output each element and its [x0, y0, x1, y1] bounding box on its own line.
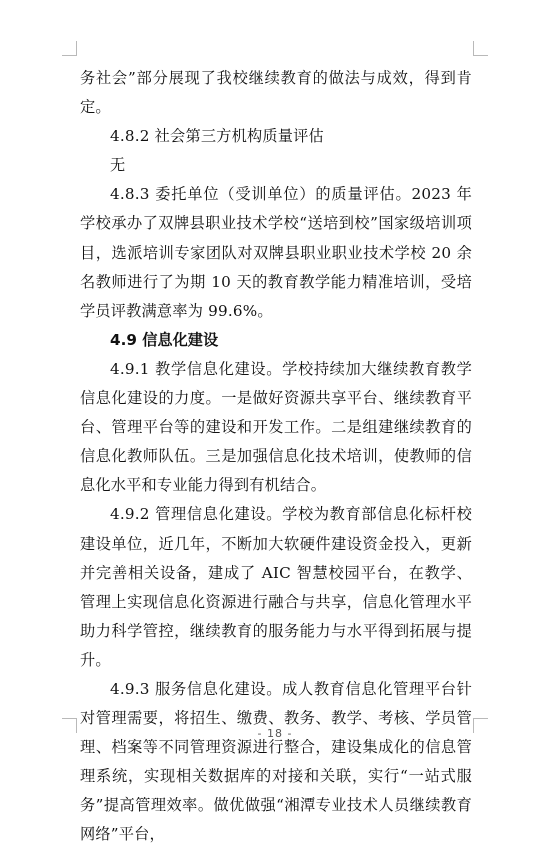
- crop-mark-top-right: [473, 41, 488, 56]
- page-number: - 18 -: [257, 727, 293, 740]
- paragraph-4-8-3: 4.8.3 委托单位（受训单位）的质量评估。2023 年学校承办了双牌县职业技术学校“送培到校”国家级培训项目，选派培训专家团队对双牌县职业职业技术学校 20 余名教师进行了为期 10 天的教育教学能力精准培训，受培学员评教满意率为 99.6%。: [80, 185, 472, 320]
- paragraph-4-9-1: 4.9.1 教学信息化建设。学校持续加大继续教育教学信息化建设的力度。一是做好资源共享平台、继续教育平台、管理平台等的建设和开发工作。二是组建继续教育的信息化教师队伍。三是加强信息化技术培训，使教师的信息化水平和专业能力得到有机结合。: [80, 359, 472, 495]
- section-heading-4-9: 4.9 信息化建设: [110, 330, 219, 349]
- subsection-heading-4-8-2: 4.8.2 社会第三方机构质量评估: [110, 127, 324, 146]
- crop-mark-top-left: [62, 41, 77, 56]
- paragraph-4-9-2: 4.9.2 管理信息化建设。学校为教育部信息化标杆校建设单位，近几年，不断加大软硬件建设资金投入，更新并完善相关设备，建成了 AIC 智慧校园平台，在教学、管理上实现信息化资源进行融合与共享，信息化管理水平助力科学管控，继续教育的服务能力与水平得到拓展与提升。: [80, 505, 472, 669]
- paragraph-continuation: 务社会”部分展现了我校继续教育的做法与成效，得到肯定。: [80, 69, 472, 117]
- paragraph-none: 无: [110, 156, 126, 175]
- paragraph-4-9-3: 4.9.3 服务信息化建设。成人教育信息化管理平台针对管理需要，将招生、缴费、教务、教学、考核、学员管理、档案等不同管理资源进行整合，建设集成化的信息管理系统，实现相关数据库的对接和关联，实行“一站式服务”提高管理效率。做优做强“湘潭专业技术人员继续教育网络”平台，: [80, 679, 472, 844]
